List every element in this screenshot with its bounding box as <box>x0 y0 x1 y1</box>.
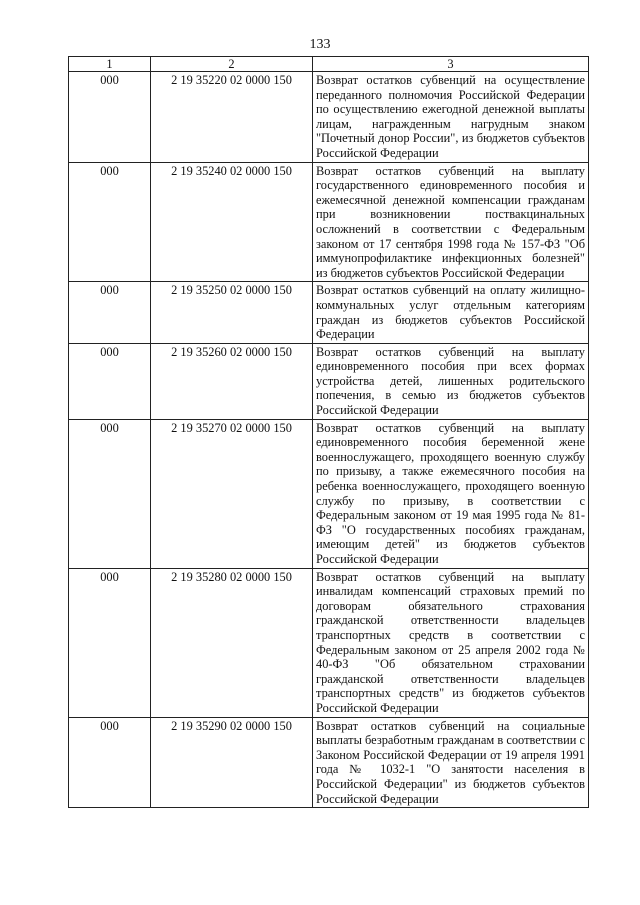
column-header-1: 1 <box>69 57 151 72</box>
description-cell: Возврат остатков субвенций на осуществление переданного полномочия Российской Федерации по осуществлению ежегодной денежной выплаты лицам, награжденным нагрудным знаком "Почетный донор России", из бюджетов субъектов Российской Федерации <box>313 72 589 163</box>
budget-classification-table <box>68 56 589 808</box>
table-row <box>69 72 589 163</box>
budget-code-cell: 2 19 35220 02 0000 150 <box>151 72 313 163</box>
budget-code-cell: 2 19 35270 02 0000 150 <box>151 419 313 568</box>
description-cell: Возврат остатков субвенций на оплату жилищно-коммунальных услуг отдельным категориям граждан из бюджетов субъектов Российской Федерации <box>313 282 589 343</box>
page-number: 133 <box>309 37 331 52</box>
table-row <box>69 162 589 282</box>
description-cell: Возврат остатков субвенций на социальные выплаты безработным гражданам в соответствии с Законом Российской Федерации от 19 апреля 1991 года № 1032-1 "О занятости населения в Российской Федерации" из бюджетов субъектов Российской Федерации <box>313 717 589 808</box>
table-row <box>69 343 589 419</box>
admin-code-cell: 000 <box>69 162 151 282</box>
budget-code-cell: 2 19 35250 02 0000 150 <box>151 282 313 343</box>
table-header-row <box>69 57 589 72</box>
admin-code-cell: 000 <box>69 419 151 568</box>
column-header-2: 2 <box>151 57 313 72</box>
description-cell: Возврат остатков субвенций на выплату единовременного пособия беременной жене военнослужащего, проходящего военную службу по призыву, а также ежемесячного пособия на ребенка военнослужащего, проходящего военную службу по призыву, в соответствии с Федеральным законом от 19 мая 1995 года № 81-ФЗ "О государственных пособиях гражданам, имеющим детей" из бюджетов субъектов Российской Федерации <box>313 419 589 568</box>
description-cell: Возврат остатков субвенций на выплату государственного единовременного пособия и ежемесячной денежной компенсации гражданам при возникновении поствакцинальных осложнений в соответствии с Федеральным законом от 17 сентября 1998 года № 157-ФЗ "Об иммунопрофилактике инфекционных болезней" из бюджетов субъектов Российской Федерации <box>313 162 589 282</box>
table-row <box>69 717 589 808</box>
admin-code-cell: 000 <box>69 282 151 343</box>
budget-code-cell: 2 19 35290 02 0000 150 <box>151 717 313 808</box>
table-row <box>69 419 589 568</box>
description-cell: Возврат остатков субвенций на выплату инвалидам компенсаций страховых премий по договорам обязательного страхования гражданской ответственности владельцев транспортных средств в соответствии с Федеральным законом от 25 апреля 2002 года № 40-ФЗ "Об обязательном страховании гражданской ответственности владельцев транспортных средств" из бюджетов субъектов Российской Федерации <box>313 568 589 717</box>
admin-code-cell: 000 <box>69 72 151 163</box>
table-row <box>69 282 589 343</box>
admin-code-cell: 000 <box>69 343 151 419</box>
column-header-3: 3 <box>313 57 589 72</box>
admin-code-cell: 000 <box>69 568 151 717</box>
budget-code-cell: 2 19 35260 02 0000 150 <box>151 343 313 419</box>
budget-code-cell: 2 19 35240 02 0000 150 <box>151 162 313 282</box>
description-cell: Возврат остатков субвенций на выплату единовременного пособия при всех формах устройства детей, лишенных родительского попечения, в семью из бюджетов субъектов Российской Федерации <box>313 343 589 419</box>
table-row <box>69 568 589 717</box>
admin-code-cell: 000 <box>69 717 151 808</box>
budget-code-cell: 2 19 35280 02 0000 150 <box>151 568 313 717</box>
